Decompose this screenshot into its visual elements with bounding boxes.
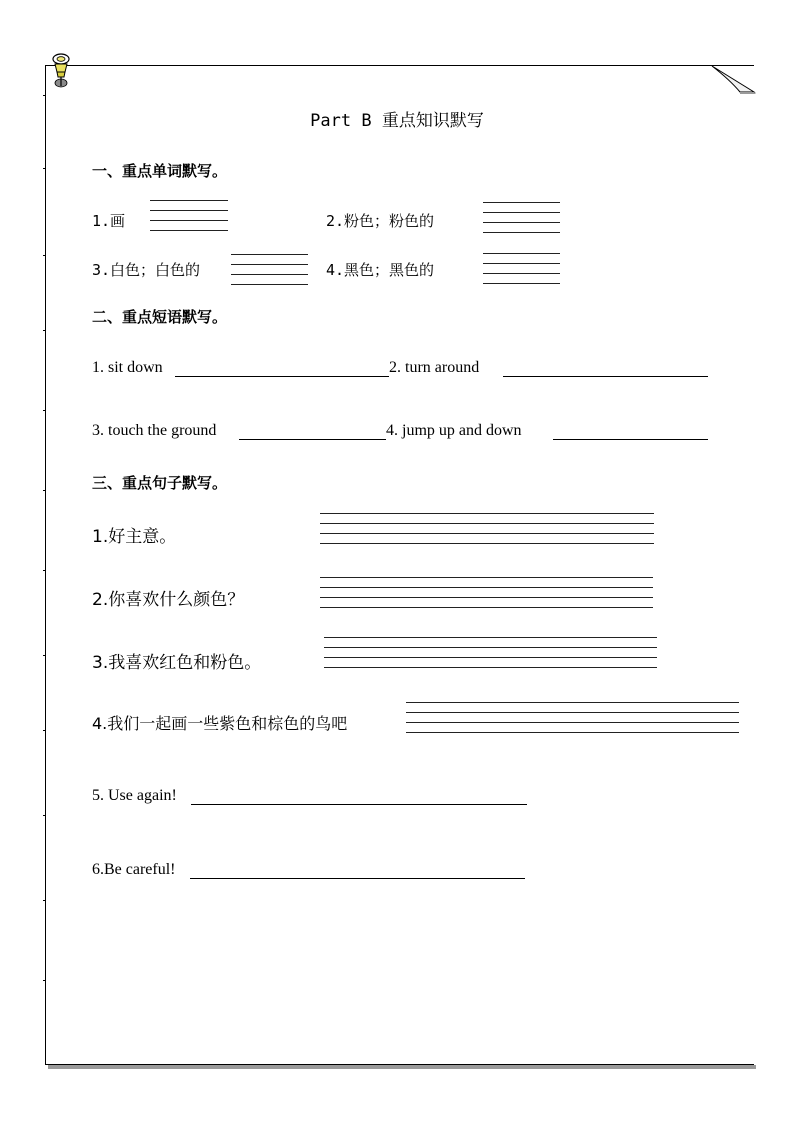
- word-item-3: 3.白色；白色的: [92, 261, 201, 279]
- page-shadow: [48, 1065, 756, 1069]
- phrase-item-4: 4. jump up and down: [386, 422, 522, 439]
- phrase-answer-line-3: [239, 439, 386, 440]
- sentence-answer-line-6: [190, 878, 525, 879]
- words-heading: 一、重点单词默写。: [92, 162, 228, 180]
- phrases-heading: 二、重点短语默写。: [92, 308, 228, 326]
- phrase-answer-line-2: [503, 376, 708, 377]
- sentence-answer-line-5: [191, 804, 527, 805]
- phrase-item-2: 2. turn around: [389, 359, 480, 376]
- phrase-item-3: 3. touch the ground: [92, 422, 217, 439]
- margin-ticks: [44, 65, 45, 1065]
- word-item-1: 1.画: [92, 212, 126, 230]
- sentence-item-3: 3.我喜欢红色和粉色。: [92, 653, 262, 673]
- page-corner-fold-icon: [710, 62, 758, 96]
- sentences-heading: 三、重点句子默写。: [92, 474, 228, 492]
- phrase-answer-line-1: [175, 376, 389, 377]
- word-item-2: 2.粉色；粉色的: [326, 212, 435, 230]
- sentence-item-6: 6.Be careful!: [92, 861, 176, 878]
- word-item-4: 4.黑色；黑色的: [326, 261, 435, 279]
- phrase-answer-line-4: [553, 439, 708, 440]
- sentence-item-4: 4.我们一起画一些紫色和棕色的鸟吧: [92, 714, 348, 733]
- page-title: Part B 重点知识默写: [310, 111, 484, 131]
- phrase-item-1: 1. sit down: [92, 359, 163, 376]
- sentence-item-1: 1.好主意。: [92, 527, 177, 547]
- sentence-item-2: 2.你喜欢什么颜色？: [92, 590, 245, 610]
- sentence-item-5: 5. Use again!: [92, 787, 177, 804]
- pushpin-icon: [48, 50, 78, 90]
